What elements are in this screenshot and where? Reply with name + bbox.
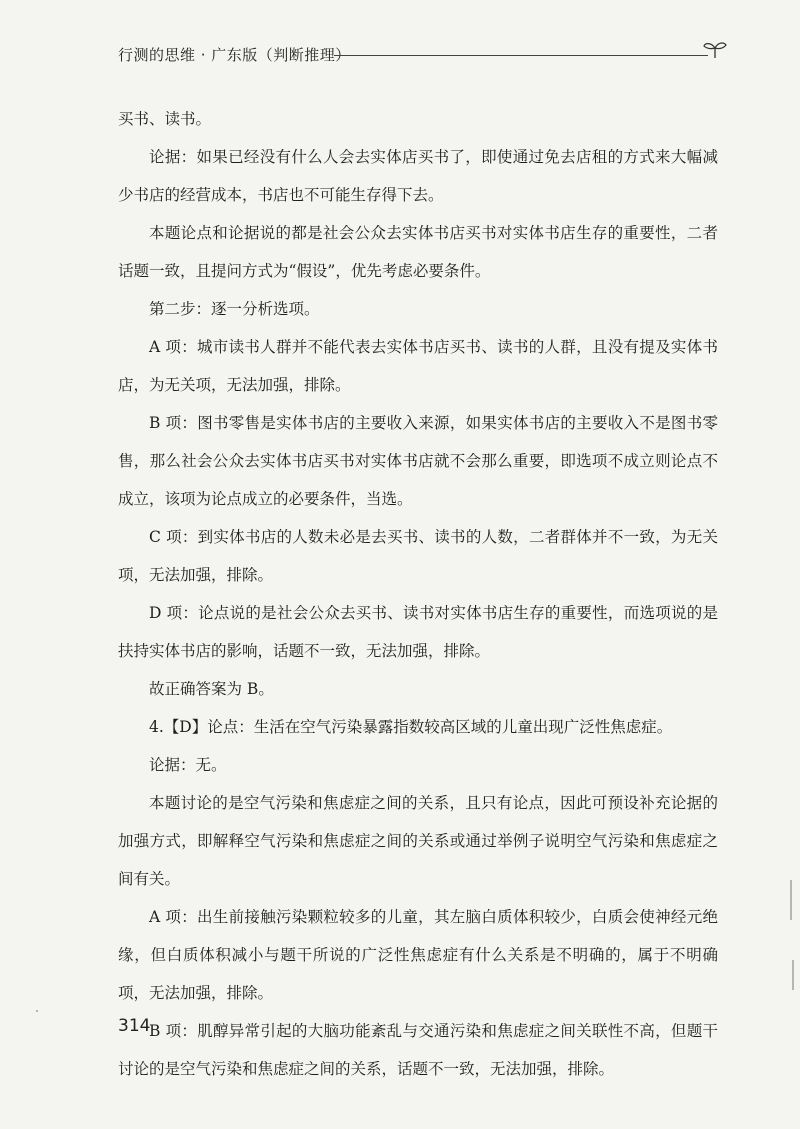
body-paragraph: 论据：无。 — [149, 756, 227, 774]
page-header — [118, 40, 728, 70]
body-paragraph: 本题讨论的是空气污染和焦虑症之间的关系，且只有论点，因此可预设补充论据的加强方式，即解释空气污染和焦虑症之间的关系或通过举例子说明空气污染和焦虑症之间有关。 — [118, 794, 718, 888]
page-number: 314 — [118, 1016, 151, 1036]
body-paragraph: 第二步：逐一分析选项。 — [149, 300, 320, 318]
body-paragraph: A 项：出生前接触污染颗粒较多的儿童，其左脑白质体积较少，白质会使神经元绝缘，但白质体积减小与题干所说的广泛性焦虑症有什么关系是不明确的，属于不明确项，无法加强，排除。 — [118, 908, 718, 1002]
body-paragraph: C 项：到实体书店的人数未必是去买书、读书的人数，二者群体并不一致，为无关项，无法加强，排除。 — [118, 528, 718, 584]
scan-speck — [790, 880, 792, 920]
body-paragraph: B 项：图书零售是实体书店的主要收入来源，如果实体书店的主要收入不是图书零售，那么社会公众去实体书店买书对实体书店就不会那么重要，即选项不成立则论点不成立，该项为论点成立的必要条件，当选。 — [118, 414, 718, 508]
body-paragraph: 本题论点和论据说的都是社会公众去实体书店买书对实体书店生存的重要性，二者话题一致，且提问方式为“假设”，优先考虑必要条件。 — [118, 224, 718, 280]
body-paragraph: D 项：论点说的是社会公众去买书、读书对实体书店生存的重要性，而选项说的是扶持实体书店的影响，话题不一致，无法加强，排除。 — [118, 604, 718, 660]
header-title: 行测的思维 · 广东版（判断推理） — [118, 46, 351, 64]
body-paragraph: 4.【D】论点：生活在空气污染暴露指数较高区域的儿童出现广泛性焦虑症。 — [149, 718, 673, 736]
body-paragraph: 故正确答案为 B。 — [149, 680, 274, 698]
answer-explanation-body — [118, 100, 718, 1088]
scan-speck — [792, 960, 794, 990]
body-paragraph: 论据：如果已经没有什么人会去实体店买书了，即使通过免去店租的方式来大幅减少书店的经营成本，书店也不可能生存得下去。 — [118, 148, 718, 204]
body-paragraph: 买书、读书。 — [118, 110, 212, 128]
body-paragraph: A 项：城市读书人群并不能代表去实体书店买书、读书的人群，且没有提及实体书店，为无关项，无法加强，排除。 — [118, 338, 718, 394]
body-paragraph: B 项：肌醇异常引起的大脑功能紊乱与交通污染和焦虑症之间关联性不高，但题干讨论的是空气污染和焦虑症之间的关系，话题不一致，无法加强，排除。 — [118, 1022, 718, 1078]
sprout-icon — [702, 40, 728, 60]
scan-speck — [36, 1010, 38, 1012]
header-rule — [334, 55, 708, 56]
